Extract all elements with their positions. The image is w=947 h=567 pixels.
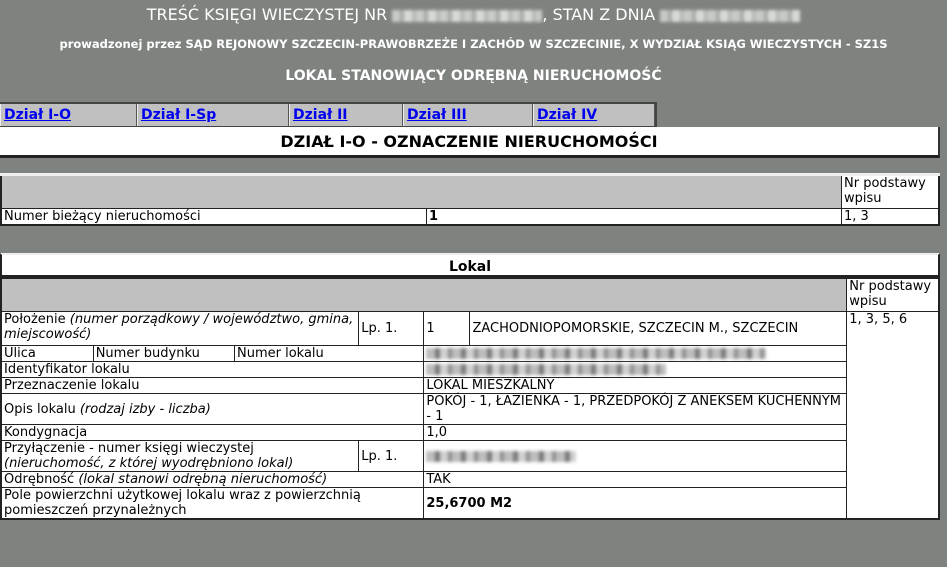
label-hint: (nieruchomość, z której wyodrębniono lokal) <box>4 456 294 471</box>
basis-header: Nr podstawy wpisu <box>842 175 940 209</box>
kondygnacja-value: 1,0 <box>424 425 847 441</box>
title-date-label: , STAN Z DNIA <box>542 5 656 24</box>
property-type: LOKAL STANOWIĄCY ODRĘBNĄ NIERUCHOMOŚĆ <box>285 68 662 84</box>
redacted-identifier <box>426 364 666 375</box>
opis-value: POKÓJ - 1, ŁAZIENKA - 1, PRZEDPOKÓJ Z ANEKSEM KUCHENNYM - 1 <box>424 394 847 425</box>
lokal-caption: Lokal <box>0 253 940 277</box>
opis-label <box>1 394 424 425</box>
title-prefix: TREŚĆ KSIĘGI WIECZYSTEJ NR <box>146 5 388 24</box>
odrebnosc-label <box>1 472 424 488</box>
label-hint: (rodzaj izby - liczba) <box>79 401 211 417</box>
header-blank <box>1 278 847 312</box>
identyfikator-label: Identyfikator lokalu <box>1 362 424 378</box>
tab-link[interactable]: Dział I-O <box>4 107 72 123</box>
przeznaczenie-label: Przeznaczenie lokalu <box>1 378 424 394</box>
label-hint: (lokal stanowi odrębną nieruchomość) <box>78 472 328 487</box>
tab-dzial-iii[interactable] <box>403 104 533 126</box>
tab-link[interactable]: Dział IV <box>537 107 598 123</box>
section-tabs <box>0 102 657 128</box>
przylaczenie-lp: Lp. 1. <box>359 441 424 472</box>
przylaczenie-value <box>424 441 847 472</box>
numer-budynku-label: Numer budynku <box>93 346 234 362</box>
przylaczenie-label <box>1 441 359 472</box>
przeznaczenie-value: LOKAL MIESZKALNY <box>424 378 847 394</box>
header-blank <box>1 175 842 209</box>
row-basis: 1, 3 <box>842 209 940 226</box>
redacted-date <box>660 10 800 22</box>
section-title: DZIAŁ I-O - OZNACZENIE NIERUCHOMOŚCI <box>0 127 940 158</box>
tab-dzial-i-o[interactable] <box>0 104 137 126</box>
address-value <box>424 346 847 362</box>
ulica-label: Ulica <box>1 346 93 362</box>
kondygnacja-label: Kondygnacja <box>1 425 424 441</box>
tab-dzial-iv[interactable] <box>533 104 655 126</box>
label-text: Opis lokalu <box>4 401 76 417</box>
numer-lokalu-label: Numer lokalu <box>234 346 423 362</box>
redacted-kw-number <box>392 10 542 22</box>
label-text: Odrębność <box>4 472 75 487</box>
polozenie-value: ZACHODNIOPOMORSKIE, SZCZECIN M., SZCZECIN <box>470 312 847 346</box>
court-line: prowadzonej przez SĄD REJONOWY SZCZECIN-PRAWOBRZEŻE I ZACHÓD W SZCZECINIE, X WYDZIAŁ KSIĄG WIECZYSTYCH - SZ1S <box>59 37 888 51</box>
property-number-table <box>0 173 940 226</box>
row-value: 1 <box>427 209 842 226</box>
row-label: Numer bieżący nieruchomości <box>1 209 427 226</box>
tab-link[interactable]: Dział II <box>293 107 348 123</box>
lokal-table <box>0 277 940 520</box>
page-title <box>0 5 947 24</box>
basis-value: 1, 3, 5, 6 <box>847 312 939 520</box>
identyfikator-value <box>424 362 847 378</box>
tab-dzial-i-sp[interactable] <box>137 104 289 126</box>
tab-link[interactable]: Dział III <box>407 107 467 123</box>
tab-dzial-ii[interactable] <box>289 104 403 126</box>
tab-link[interactable]: Dział I-Sp <box>141 107 217 123</box>
label-hint: (numer porządkowy / województwo, gmina, miejscowość) <box>4 312 354 342</box>
redacted-address <box>426 348 766 359</box>
label-text: Przyłączenie - numer księgi wieczystej <box>4 441 254 456</box>
polozenie-lp: Lp. 1. <box>359 312 424 346</box>
pole-value: 25,6700 M2 <box>424 488 847 520</box>
pole-label: Pole powierzchni użytkowej lokalu wraz z powierzchnią pomieszczeń przynależnych <box>1 488 424 520</box>
odrebnosc-value: TAK <box>424 472 847 488</box>
label-text: Położenie <box>4 312 66 327</box>
polozenie-nr: 1 <box>424 312 470 346</box>
polozenie-label <box>1 312 359 346</box>
redacted-kw-number <box>426 451 576 462</box>
basis-header: Nr podstawy wpisu <box>847 278 939 312</box>
